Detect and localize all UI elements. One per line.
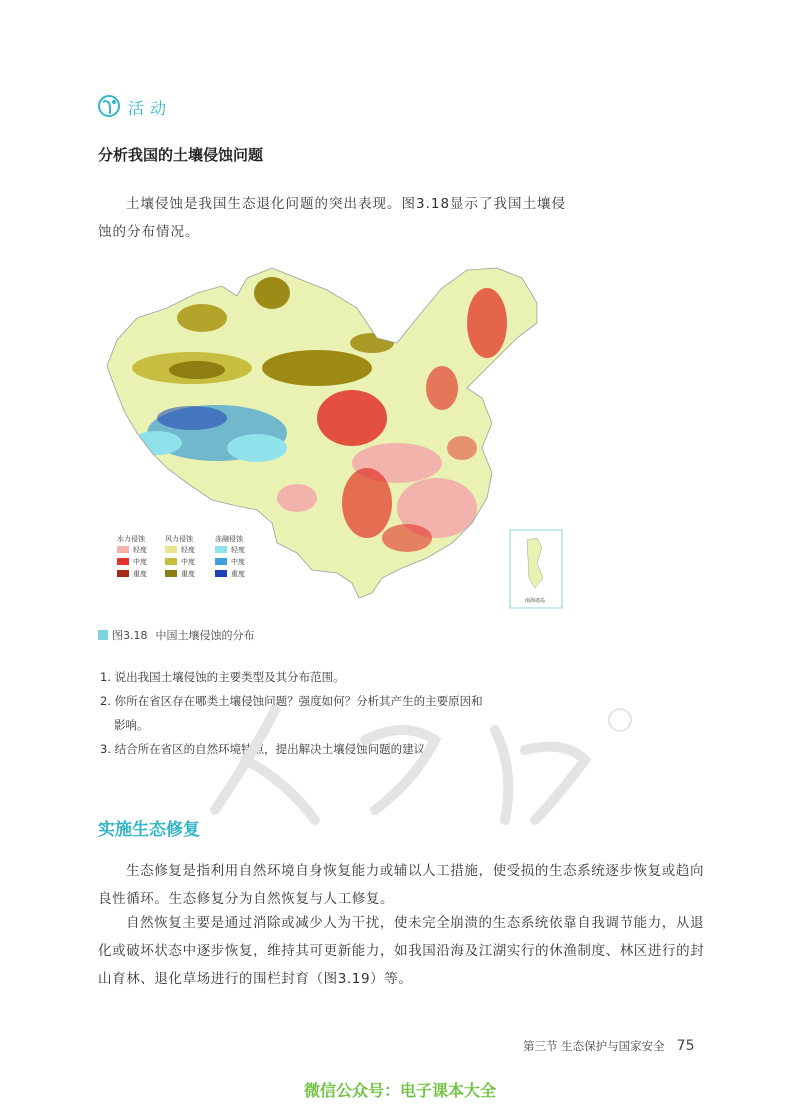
body-paragraph: 生态修复是指利用自然环境自身恢复能力或辅以人工措施，使受损的生态系统逐步恢复或趋向良性循环。生态修复分为自然恢复与人工修复。 [98,863,705,907]
legend-label-freeze-medium: 中度 [231,558,245,566]
question-item: 3. 结合所在省区的自然环境特点，提出解决土壤侵蚀问题的建议。 [100,742,437,756]
legend-label-water-medium: 中度 [133,558,147,566]
section-heading-restoration: 实施生态修复 [98,820,200,840]
figure-title: 中国土壤侵蚀的分布 [155,629,255,642]
activity-icon [96,93,122,119]
figure-number: 图3.18 [112,629,148,642]
legend-label-water-light: 轻度 [133,546,147,554]
section-title: 分析我国的土壤侵蚀问题 [98,146,264,164]
page-number: 75 [676,1038,695,1054]
legend-title-freeze: 冻融侵蚀 [215,535,243,543]
legend-label-wind-medium: 中度 [181,558,195,566]
activity-label: 活动 [128,99,173,118]
legend-label-freeze-heavy: 重度 [231,570,245,578]
question-item: 2. 你所在省区存在哪类土壤侵蚀问题？强度如何？分析其产生的主要原因和 [100,694,483,708]
legend-swatch-wind-heavy [165,570,177,577]
legend-title-wind: 风力侵蚀 [165,535,193,543]
promo-banner: 微信公众号：电子课本大全 [303,1081,496,1100]
legend-swatch-water-light [117,546,129,553]
legend-label-freeze-light: 轻度 [231,546,245,554]
legend-label-water-heavy: 重度 [133,570,147,578]
question-item: 1. 说出我国土壤侵蚀的主要类型及其分布范围。 [100,670,345,684]
publisher-watermark [175,690,635,840]
legend-swatch-freeze-light [215,546,227,553]
body-paragraph: 自然恢复主要是通过消除或减少人为干扰，使未完全崩溃的生态系统依靠自我调节能力，从退化或破坏状态中逐步恢复，维持其可更新能力，如我国沿海及江湖实行的休渔制度、林区进行的封山育林、退化草场进行的围栏封育（图3.19）等。 [98,915,705,987]
inset-label: 南海诸岛 [525,598,546,604]
legend-title-water: 水力侵蚀 [117,535,145,543]
legend-swatch-freeze-medium [215,558,227,565]
legend-swatch-water-medium [117,558,129,565]
intro-paragraph: 土壤侵蚀是我国生态退化问题的突出表现。图3.18显示了我国土壤侵蚀的分布情况。 [98,196,567,240]
question-item: 影响。 [114,718,149,732]
figure-caption [98,627,255,643]
legend-swatch-water-heavy [117,570,129,577]
footer-section: 第三节 生态保护与国家安全 [523,1039,665,1053]
legend-label-wind-heavy: 重度 [181,570,195,578]
legend-swatch-wind-medium [165,558,177,565]
soil-erosion-map [97,248,567,613]
legend-label-wind-light: 轻度 [181,546,195,554]
page-footer [523,1038,694,1054]
legend-swatch-wind-light [165,546,177,553]
caption-marker [98,630,108,640]
legend-swatch-freeze-heavy [215,570,227,577]
